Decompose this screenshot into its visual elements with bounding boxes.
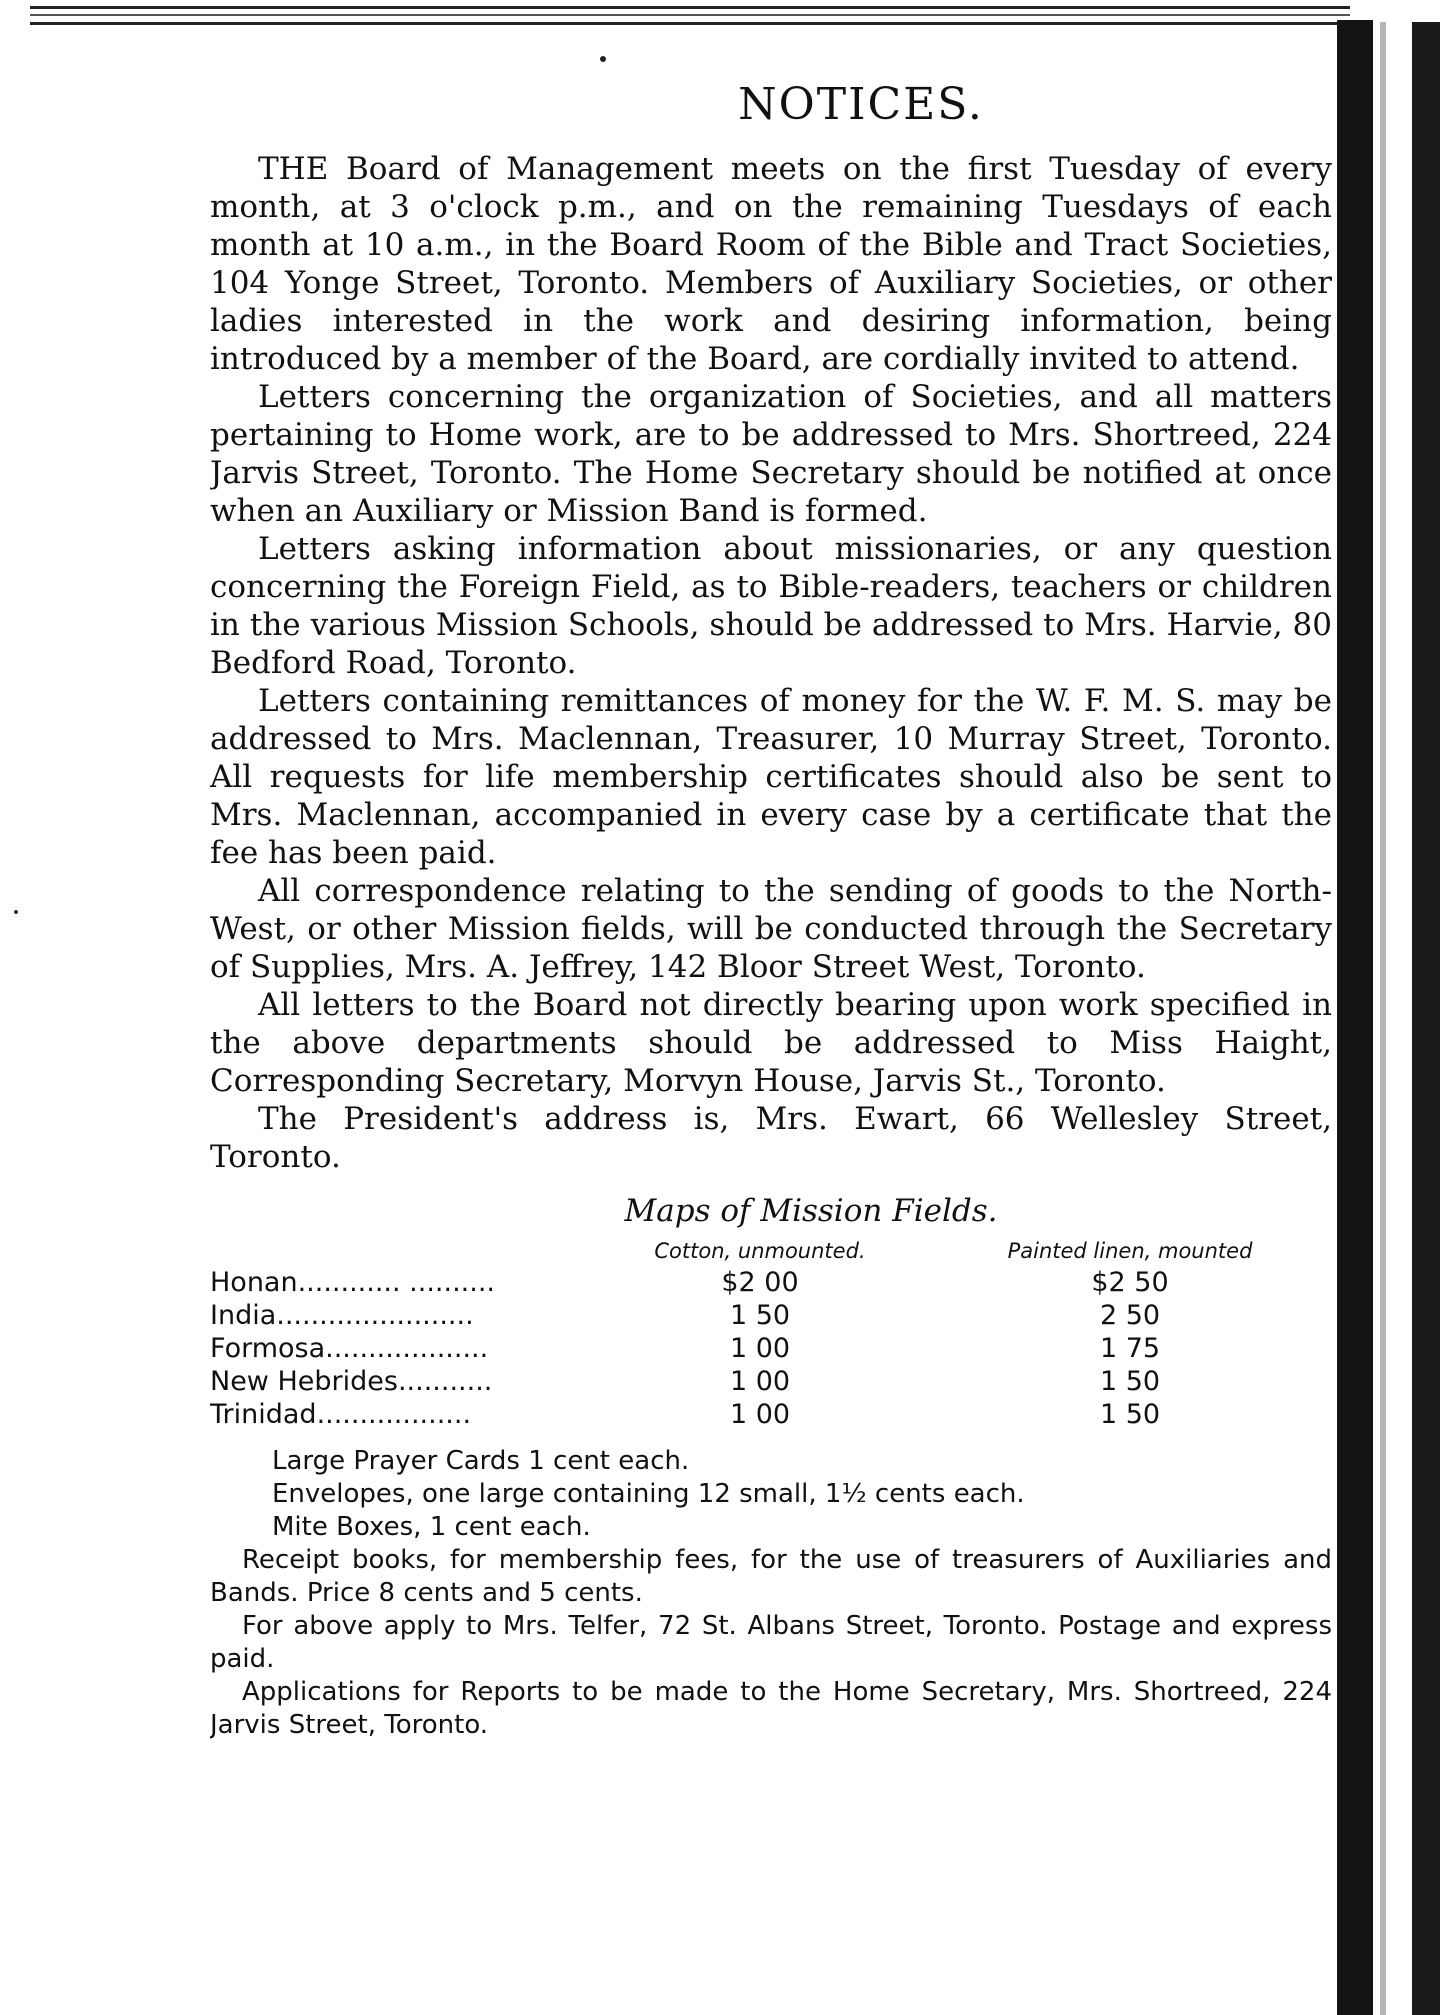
notice-paragraph: THE Board of Management meets on the first Tuesday of every month, at 3 o'clock p.m., and on the remaining Tuesdays of each month at 10 a.m., in the Board Room of the Bible and Tract Societies, 104 Yonge Street, Toronto. Members of Auxiliary Societies, or other ladies interested in the work and desiring information, being introduced by a member of the Board, are cordially invited to attend. (210, 151, 1332, 377)
table-row (210, 1398, 1330, 1431)
notice-paragraph: All letters to the Board not directly bearing upon work specified in the above departments should be addressed to Miss Haight, Corresponding Secretary, Morvyn House, Jarvis St., Toronto. (210, 987, 1332, 1099)
maps-title: Maps of Mission Fields. (624, 1193, 998, 1229)
map-name: New Hebrides........... (210, 1366, 493, 1397)
top-rule (30, 22, 1350, 25)
apply-note: For above apply to Mrs. Telfer, 72 St. Albans Street, Toronto. Postage and express paid. (210, 1611, 1332, 1674)
scan-edge-bar (1337, 20, 1373, 2015)
table-row (210, 1266, 1330, 1299)
supply-item: Mite Boxes, 1 cent each. (272, 1512, 591, 1542)
page-title: NOTICES. (738, 80, 984, 130)
cotton-price: 1 50 (729, 1300, 791, 1331)
linen-price: 2 50 (1099, 1300, 1161, 1331)
table-row (210, 1332, 1330, 1365)
notice-paragraph: Letters asking information about missionaries, or any question concerning the Foreign Field, as to Bible-readers, teachers or children in the various Mission Schools, should be addressed to Mrs. Harvie, 80 Bedford Road, Toronto. (210, 531, 1332, 681)
cotton-price: 1 00 (729, 1366, 791, 1397)
linen-price: 1 50 (1099, 1366, 1161, 1397)
notice-paragraph: All correspondence relating to the sending of goods to the North-West, or other Mission fields, will be conducted through the Secretary of Supplies, Mrs. A. Jeffrey, 142 Bloor Street West, Toronto. (210, 873, 1332, 985)
supply-item: Large Prayer Cards 1 cent each. (272, 1446, 690, 1476)
table-header-row (210, 1236, 1330, 1266)
scan-edge-gap (1380, 22, 1386, 2015)
notices-column (210, 80, 1332, 1742)
column-header-cotton: Cotton, unmounted. (654, 1239, 866, 1263)
column-header-name (210, 1236, 590, 1266)
notice-paragraph: Letters concerning the organization of Societies, and all matters pertaining to Home work, are to be addressed to Mrs. Shortreed, 224 Jarvis Street, Toronto. The Home Secretary should be notified at once when an Auxiliary or Mission Band is formed. (210, 379, 1332, 529)
map-name: Honan............ .......... (210, 1267, 495, 1298)
map-name: Formosa................... (210, 1333, 489, 1364)
reports-note: Applications for Reports to be made to the Home Secretary, Mrs. Shortreed, 224 Jarvis Street, Toronto. (210, 1677, 1332, 1740)
supply-item: Envelopes, one large containing 12 small, 1½ cents each. (272, 1479, 1025, 1509)
notice-paragraph: The President's address is, Mrs. Ewart, 66 Wellesley Street, Toronto. (210, 1101, 1332, 1175)
map-name: India....................... (210, 1300, 474, 1331)
column-header-linen: Painted linen, mounted (1007, 1239, 1253, 1263)
receipt-books-note: Receipt books, for membership fees, for the use of treasurers of Auxiliaries and Bands. Price 8 cents and 5 cents. (210, 1545, 1332, 1608)
cotton-price: 1 00 (729, 1399, 791, 1430)
top-rule (30, 6, 1350, 9)
scan-edge-bar (1412, 22, 1440, 2015)
ink-speck (600, 56, 606, 62)
maps-price-table (210, 1236, 1330, 1431)
notice-paragraph: Letters containing remittances of money for the W. F. M. S. may be addressed to Mrs. Maclennan, Treasurer, 10 Murray Street, Toronto. All requests for life membership certificates should also be sent to Mrs. Maclennan, accompanied in every case by a certificate that the fee has been paid. (210, 683, 1332, 871)
cotton-price: 1 00 (729, 1333, 791, 1364)
linen-price: 1 75 (1099, 1333, 1161, 1364)
table-row (210, 1365, 1330, 1398)
map-name: Trinidad.................. (210, 1399, 472, 1430)
top-rule (30, 14, 1350, 16)
cotton-price: $2 00 (721, 1267, 799, 1298)
linen-price: $2 50 (1091, 1267, 1169, 1298)
ink-speck (14, 910, 18, 914)
table-row (210, 1299, 1330, 1332)
linen-price: 1 50 (1099, 1399, 1161, 1430)
